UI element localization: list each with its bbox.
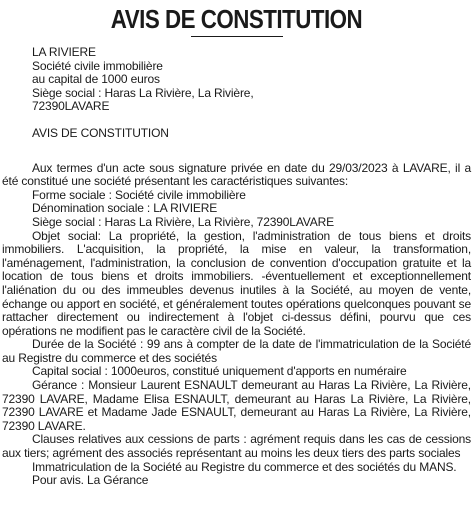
paragraph-objet: Objet social: La propriété, la gestion, l'administration de tous biens et droits immobiliers. L'acquisition, la propriété, la mise en valeur, la transformation, l'aménagement, l'administration, la conclusion de convention d'occupation gratuite et la location de tous biens et droits immobiliers. -éventuellement et exceptionnellement l'aliénation du ou des immeubles devenus inutiles à la Société, au moyen de vente, échange ou apport en société, et généralement toutes opérations quelconques pouvant se rattacher directement ou indirectement à l'objet ci-dessus défini, pourvu que ces opérations ne modifient pas le caractère civil de la Société. <box>2 228 471 338</box>
line-capital: Capital social : 1000euros, constitué uniquement d'apports en numéraire <box>32 364 407 379</box>
paragraph-clauses: Clauses relatives aux cessions de parts : agrément requis dans les cas de cessions aux tiers; agrément des associés représentant au moins les deux tiers des parts sociales <box>2 432 471 461</box>
company-name: LA RIVIERE <box>32 45 96 59</box>
title-underline <box>191 36 283 37</box>
line-signature: Pour avis. La Gérance <box>32 473 149 488</box>
company-type: Société civile immobilière <box>32 58 163 73</box>
paragraph-gerance: Gérance : Monsieur Laurent ESNAULT demeurant au Haras La Rivière, La Rivière, 72390 LAVARE, Madame Elisa ESNAULT, demeurant au Haras La Rivière, La Rivière, 72390 LAVARE et Madame Jade ESNAULT, demeurant au Haras La Rivière, La Rivière, 72390 LAVARE. <box>2 378 471 433</box>
line-forme: Forme sociale : Société civile immobilière <box>32 187 246 202</box>
paragraph-intro: Aux termes d'un acte sous signature privée en date du 29/03/2023 à LAVARE, il a été constitué une société présentant les caractéristiques suivantes: <box>2 160 471 189</box>
line-denomination: Dénomination sociale : LA RIVIERE <box>32 201 218 216</box>
company-postal: 72390LAVARE <box>32 99 110 114</box>
company-header <box>2 46 471 114</box>
notice-body <box>2 162 471 488</box>
line-immatriculation: Immatriculation de la Société au Registre du commerce et des sociétés du MANS. <box>32 459 457 474</box>
company-capital: au capital de 1000 euros <box>32 72 160 87</box>
line-siege: Siège social : Haras La Rivière, La Rivière, 72390LAVARE <box>32 214 334 229</box>
notice-subtitle: AVIS DE CONSTITUTION <box>32 125 169 140</box>
company-seat: Siège social : Haras La Rivière, La Rivière, <box>32 85 254 100</box>
notice-title: AVIS DE CONSTITUTION <box>110 4 363 34</box>
paragraph-duree: Durée de la Société : 99 ans à compter de la date de l'immatriculation de la Société au Registre du commerce et des sociétés <box>2 337 471 365</box>
